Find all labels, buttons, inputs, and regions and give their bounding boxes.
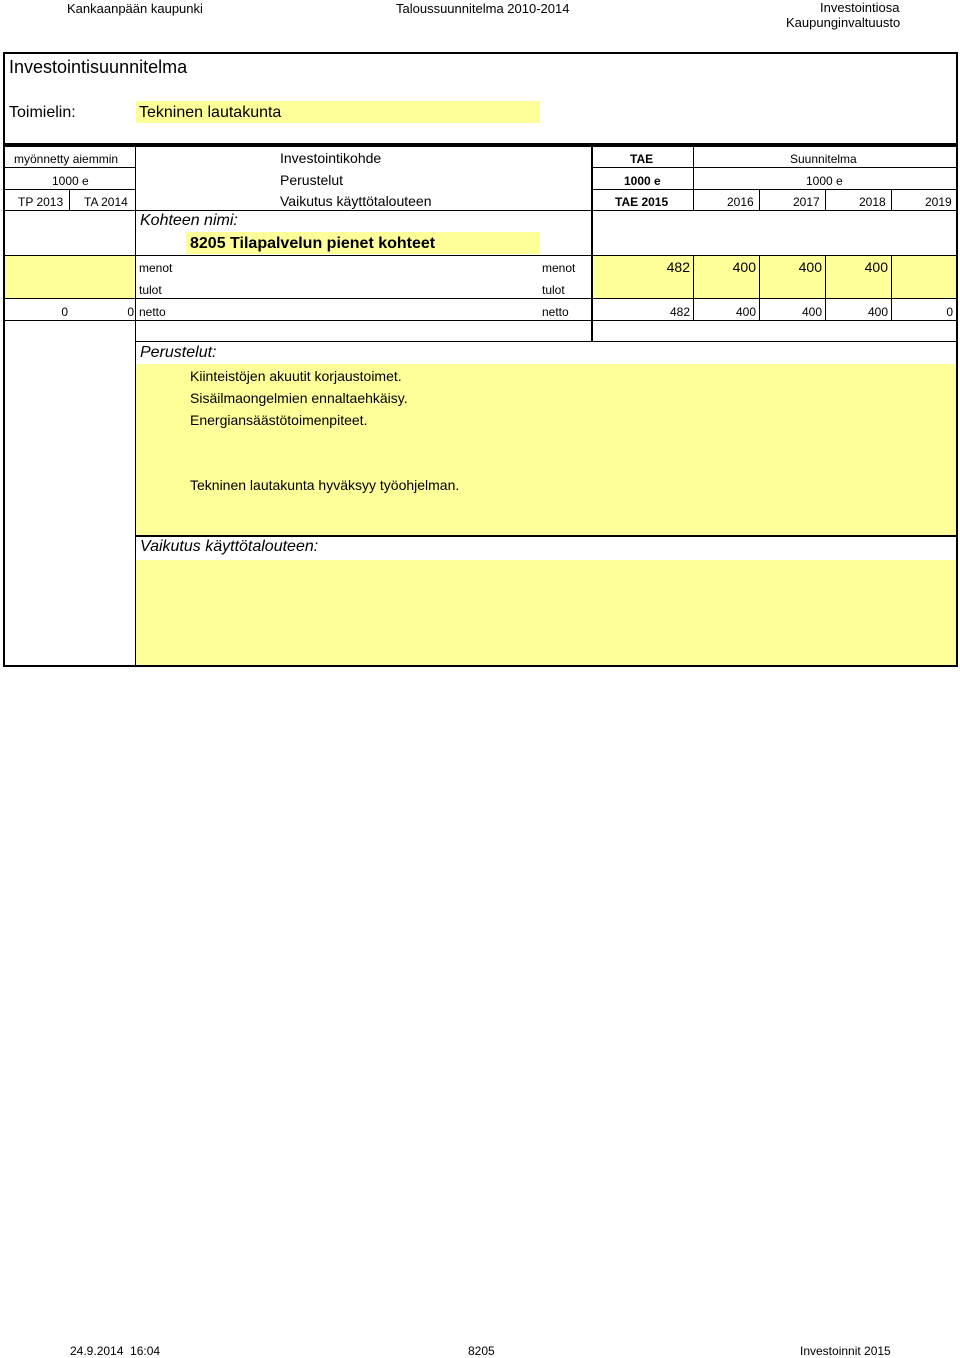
perustelut-line-1: Kiinteistöjen akuutit korjaustoimet. bbox=[190, 368, 402, 384]
footer-sheet: Investoinnit 2015 bbox=[800, 1344, 891, 1358]
row-label-tulot: tulot bbox=[139, 283, 162, 297]
menot-2017: 400 bbox=[798, 259, 822, 275]
header-plan-title: Taloussuunnitelma 2010-2014 bbox=[396, 1, 570, 16]
col-unit-left: 1000 e bbox=[52, 174, 89, 188]
menot-tae-2015: 482 bbox=[666, 259, 690, 275]
col-year-2019: 2019 bbox=[925, 195, 952, 209]
toimielin-value: Tekninen lautakunta bbox=[139, 104, 282, 121]
col-year-2017: 2017 bbox=[793, 195, 820, 209]
tp-ta-input-area bbox=[5, 256, 136, 298]
header-section: Investointiosa bbox=[820, 0, 900, 15]
perustelut-note: Tekninen lautakunta hyväksyy työohjelman. bbox=[190, 477, 460, 493]
row-label-netto-right: netto bbox=[542, 305, 569, 319]
col-ta: TA 2014 bbox=[84, 195, 128, 209]
col-myonnetty: myönnetty aiemmin bbox=[14, 152, 119, 166]
footer-code: 8205 bbox=[468, 1344, 495, 1358]
col-tae-year: TAE 2015 bbox=[615, 195, 669, 209]
row-label-netto: netto bbox=[139, 305, 166, 319]
col-perustelut: Perustelut bbox=[280, 172, 344, 188]
vaikutus-area bbox=[136, 560, 956, 665]
page-title: Investointisuunnitelma bbox=[9, 57, 188, 77]
netto-2016: 400 bbox=[735, 305, 756, 319]
col-vaikutus: Vaikutus käyttötalouteen bbox=[280, 193, 432, 209]
col-tae-unit: 1000 e bbox=[624, 174, 661, 188]
netto-2017: 400 bbox=[801, 305, 822, 319]
vaikutus-label: Vaikutus käyttötalouteen: bbox=[140, 538, 319, 555]
row-label-tulot-right: tulot bbox=[542, 283, 565, 297]
header-body: Kaupunginvaltuusto bbox=[786, 15, 901, 30]
tp-netto-value: 0 bbox=[61, 305, 68, 319]
toimielin-label: Toimielin: bbox=[9, 104, 76, 121]
perustelut-line-2: Sisäilmaongelmien ennaltaehkäisy. bbox=[190, 390, 408, 406]
netto-tae-2015: 482 bbox=[669, 305, 690, 319]
netto-2018: 400 bbox=[867, 305, 888, 319]
row-label-menot: menot bbox=[139, 261, 173, 275]
col-suunnitelma: Suunnitelma bbox=[790, 152, 857, 166]
project-name: 8205 Tilapalvelun pienet kohteet bbox=[190, 235, 436, 252]
menot-2018: 400 bbox=[864, 259, 888, 275]
project-name-label: Kohteen nimi: bbox=[140, 212, 238, 229]
col-year-2018: 2018 bbox=[859, 195, 886, 209]
row-label-menot-right: menot bbox=[542, 261, 576, 275]
menot-2016: 400 bbox=[732, 259, 756, 275]
col-tp: TP 2013 bbox=[18, 195, 64, 209]
perustelut-line-3: Energiansäästötoimenpiteet. bbox=[190, 412, 368, 428]
ta-netto-value: 0 bbox=[127, 305, 134, 319]
col-tae: TAE bbox=[630, 152, 654, 166]
perustelut-label: Perustelut: bbox=[140, 344, 217, 361]
header-municipality: Kankaanpään kaupunki bbox=[67, 1, 203, 16]
netto-2019: 0 bbox=[946, 305, 953, 319]
footer-date: 24.9.2014 16:04 bbox=[70, 1344, 161, 1358]
col-investointikohde: Investointikohde bbox=[280, 150, 382, 166]
col-suunnitelma-unit: 1000 e bbox=[806, 174, 843, 188]
col-year-2016: 2016 bbox=[727, 195, 754, 209]
